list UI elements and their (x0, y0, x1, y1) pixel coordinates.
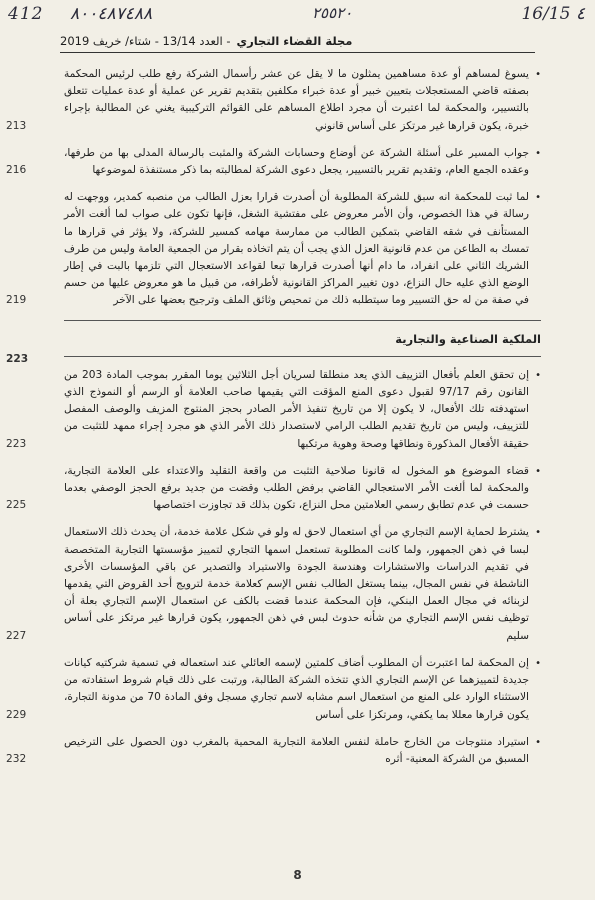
bullet-icon: • (535, 192, 541, 204)
bullet-icon: • (535, 527, 541, 539)
summary-text: إن تحقق العلم بأفعال التزييف الذي يعد منطلقا لسريان أجل الثلاثين يوما المقرر بموجب المادة 203 من القانون رقم 97/17 لقبول دعوى المنع المؤقت التي يقيمها صاحب العلامة أو الرسم أو النموذج الذي استهدفته تلك الأفعال، لا يكون إلا من تاريخ تنفيذ الأمر الصادر بحجز المنتوج المزيف والوصف المفصل للتزييف، وليس من تاريخ تقديم الطلب الرامي لاستصدار ذلك الأمر الذي هو مجرد إجراء ممهد للتثبت من حقيقة الأفعال المذكورة ونطاقها وصحة وهوية مرتكبها (64, 368, 530, 450)
journal-issue: - العدد 13/14 - شتاء/ خريف 2019 (60, 34, 231, 48)
summary-item-3 (6, 189, 541, 309)
summary-text: يشترط لحماية الإسم التجاري من أي استعمال لاحق له ولو في شكل علامة خدمة، أن يحدث ذلك الاستعمال لبسا في ذهن الجمهور، ولما كانت المطلوبة تستعمل اسمها التجاري لتمييز مؤسستها التجارية المتخصصة في تقديم الدراسات والاستشارات وهندسة الجودة والاستيراد والتصدير عن باقي المؤسسات الأخرى الناشطة في نفس المجال، بينما يستغل الطالب نفس الإسم كعلامة خدمة لترويج أحد القروض التي يقدمها لزبنائه في مجال العمل البنكي، فإن المحكمة عندما قضت بالكف عن استعمال الإسم التجاري بعلة أن توظيف نفس الإسم التجاري من شأنه حدوث لبس في ذهن الجمهور، يكون قرارها غير مرتكز على أساس سليم (64, 526, 529, 642)
handwritten-number-left: 412 (8, 4, 44, 24)
summary-text: قضاء الموضوع هو المخول له قانونا صلاحية التثبت من واقعة التقليد والاعتداء على العلامة التجارية، والمحكمة لما ألغت الأمر الاستعجالي القاضي برفض الطلب وقضت من جديد برفع الحجز الوصفي بعدما حسمت في عدم تطابق رسمي العلامتين محل النزاع، تكون بذلك قد تجاوزت اختصاصها (64, 464, 529, 512)
summary-item-1 (6, 66, 541, 135)
handwritten-reference-number: ٨٠٠٤٨٧٤٨٨ (70, 4, 153, 24)
summary-item-5 (6, 463, 541, 515)
bullet-icon: • (535, 465, 541, 477)
summary-item-2 (6, 145, 541, 179)
page-reference: 232 (6, 752, 27, 765)
page-reference: 223 (6, 437, 27, 450)
summary-text: يسوغ لمساهم أو عدة مساهمين يمثلون ما لا يقل عن عشر رأسمال الشركة رفع طلب لرئيس المحكمة بصفته قاضي المستعجلات بتعيين خبير أو عدة خبراء مكلفين بتقديم تقرير عن عملية أو عدة عمليات تتعلق بالتسيير، والمحكمة لما اعتبرت أن مجرد اطلاع المساهم على القوائم التركيبية يغني عن المطالبة بإجراء خبرة، يكون قرارها غير مرتكز على أساس قانوني (64, 68, 529, 132)
journal-header (60, 34, 535, 48)
handwritten-page-range: 16/15 ٤ (521, 4, 585, 24)
section-divider (64, 320, 541, 321)
header-divider (60, 52, 535, 53)
page-reference: 213 (6, 119, 27, 132)
page-reference: 216 (6, 164, 27, 177)
journal-title: مجلة القضاء التجاري (236, 34, 353, 48)
summary-item-6 (6, 524, 541, 644)
summary-item-4 (6, 367, 541, 453)
summary-item-7 (6, 655, 541, 724)
section-title: الملكية الصناعية والتجارية (395, 331, 541, 346)
handwritten-date: ٢٥٥٢٠ (312, 4, 353, 22)
bullet-icon: • (535, 657, 541, 669)
section-page-reference: 223 (6, 352, 29, 365)
summary-content (6, 66, 541, 778)
page-reference: 227 (6, 629, 27, 642)
page-number: 8 (293, 868, 302, 882)
bullet-icon: • (535, 147, 541, 159)
summary-text: لما ثبت للمحكمة انه سبق للشركة المطلوبة أن أصدرت قرارا بعزل الطالب من منصبه كمدير، ووجهت له رسالة في هذا الخصوص، وأن الأمر معروض على مفتشية الشغل، فإنها تكون على صواب لما ألغت الأمر المستأنف في شقه القاضي بتمكين الطالب من ممارسة مهامه كمسير للشركة، ولا يؤثر في قرارها ما تمسك به الطاعن من عدم قانونية العزل الذي يجب أن يتم اتخاذه بقرار من الجمعية العامة وليس من طرف الشريك الثاني على انفراد، ما دام أنها أصدرت قرارها تبعا لقواعد الاستعجال التي تلزمها بالبت في إطار الوضع الذي عليه حال النزاع، دون تغيير المراكز القانونية لأطرافه، من قبيل ما هو معروض عليها من حسم في صفة من له حق التسيير وما سيتطلبه ذلك من تمحيص وثائق الملف وترجيح بعضها على الآخر (64, 191, 529, 307)
summary-text: إن المحكمة لما اعتبرت أن المطلوب أضاف كلمتين لإسمه العائلي عند استعماله في تسمية شركتيه كيانات جديدة لتمييزهما عن الإسم التجاري الذي تتخذه الشركة الطالبة، ورتبت على ذلك قيام شروط استفادته من الاستثناء الوارد على المنع من استعمال اسم مشابه لاسم تجاري مسجل وفق المادة 70 من مدونة التجارة، يكون قرارها معللا بما يكفي، ومرتكزا على أساس (64, 656, 529, 721)
page-reference: 225 (6, 499, 27, 512)
page-reference: 219 (6, 294, 27, 307)
bullet-icon: • (535, 369, 541, 381)
summary-text: استيراد منتوجات من الخارج حاملة لنفس العلامة التجارية المحمية بالمغرب دون الحصول على الترخيص المسبق من الشركة المعنية- أثره (64, 735, 529, 765)
page-reference: 229 (6, 708, 27, 721)
summary-item-8 (6, 734, 541, 768)
section-divider (64, 356, 541, 357)
summary-text: جواب المسير على أسئلة الشركة عن أوضاع وحسابات الشركة والمثبت بالرسالة المدلى بها من طرفها، وعقده الجمع العام، وتقديم تقرير بالتسيير، يجعل دعوى الشركة لمطالبته بما ذكر مستنفذة لموضوعها (64, 146, 529, 177)
section-heading (6, 331, 541, 365)
bullet-icon: • (535, 736, 541, 748)
bullet-icon: • (535, 69, 541, 80)
